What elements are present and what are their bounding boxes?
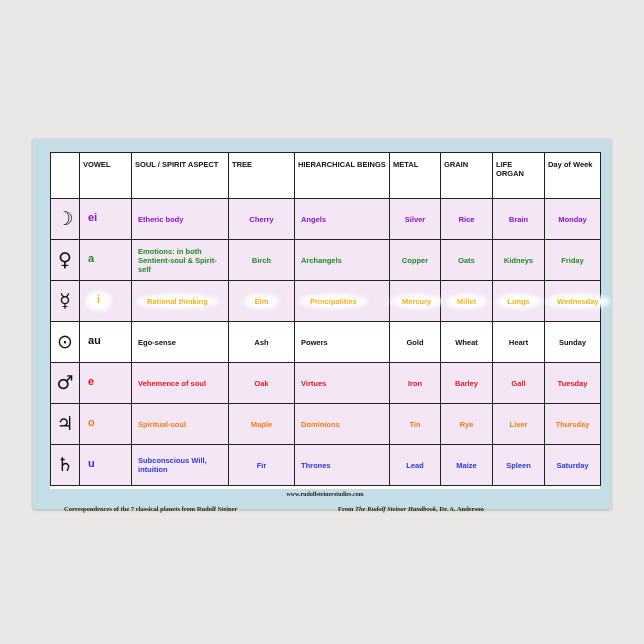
footer-source-book: The Rudolf Steiner Handbook (355, 506, 437, 513)
day-cell-text: Wednesday (548, 296, 608, 307)
aspect-cell (132, 363, 229, 404)
tree-cell (229, 199, 295, 240)
table-row (51, 199, 601, 240)
tree-cell-text: Elm (246, 296, 278, 307)
beings-cell-text: Principalities (301, 296, 366, 307)
grain-cell (441, 199, 493, 240)
tree-cell (229, 363, 295, 404)
organ-cell (493, 199, 545, 240)
header-row (51, 153, 601, 199)
planet-symbol-icon (51, 281, 80, 322)
table-row (51, 322, 601, 363)
grain-cell-text: Oats (458, 255, 475, 265)
vowel-cell-text: ei (88, 212, 98, 225)
metal-cell-text: Gold (406, 337, 424, 347)
metal-cell (390, 281, 441, 322)
planet-symbol-icon (51, 363, 80, 404)
vowel-cell-text: o (88, 417, 95, 430)
day-cell-text: Saturday (556, 460, 589, 470)
vowel-cell (80, 281, 132, 322)
metal-cell (390, 240, 441, 281)
organ-cell-text: Heart (508, 337, 529, 347)
day-cell (545, 404, 601, 445)
header-vowel: VOWEL (80, 153, 132, 199)
tree-cell (229, 322, 295, 363)
metal-cell-text: Silver (404, 214, 426, 224)
metal-cell-text: Iron (407, 378, 423, 388)
planet-symbol-icon (51, 322, 80, 363)
grain-cell (441, 281, 493, 322)
planet-symbol-icon-text: ♃ (56, 412, 74, 435)
planet-symbol-icon (51, 199, 80, 240)
organ-cell-text: Brain (508, 214, 529, 224)
aspect-cell (132, 281, 229, 322)
grain-cell-text: Wheat (455, 337, 478, 347)
beings-cell-text: Angels (301, 214, 327, 224)
planet-symbol-icon-text: ♂ (56, 371, 74, 394)
grain-cell-text: Rice (458, 214, 475, 224)
beings-cell-text: Virtues (301, 378, 327, 388)
table-row (51, 445, 601, 486)
vowel-cell (80, 445, 132, 486)
day-cell (545, 240, 601, 281)
beings-cell (295, 363, 390, 404)
grain-cell (441, 445, 493, 486)
tree-cell (229, 240, 295, 281)
footer-url: www.rudolfsteinerstudies.com (286, 492, 364, 498)
vowel-cell (80, 363, 132, 404)
header-metal: METAL (390, 153, 441, 199)
beings-cell (295, 199, 390, 240)
beings-cell-text: Thrones (301, 460, 331, 470)
organ-cell-text: Gall (511, 378, 526, 388)
footer-source-prefix: From (338, 506, 356, 513)
aspect-cell (132, 404, 229, 445)
organ-cell-text: Spleen (506, 460, 531, 470)
table-row (51, 281, 601, 322)
aspect-cell (132, 445, 229, 486)
correspondence-table (50, 152, 601, 486)
day-cell (545, 363, 601, 404)
aspect-cell (132, 240, 229, 281)
tree-cell-text: Fir (256, 460, 267, 470)
vowel-cell-text: i (88, 293, 109, 308)
aspect-cell-text: Etheric body (138, 214, 184, 224)
aspect-cell (132, 322, 229, 363)
grain-cell (441, 240, 493, 281)
grain-cell-text: Barley (455, 378, 478, 388)
organ-cell (493, 445, 545, 486)
aspect-cell-text: Subconscious Will, intuition (138, 456, 207, 474)
header-aspect: SOUL / SPIRIT ASPECT (132, 153, 229, 199)
header-grain: GRAIN (441, 153, 493, 199)
vowel-cell-text: u (88, 458, 95, 471)
day-cell (545, 322, 601, 363)
tree-cell (229, 281, 295, 322)
metal-cell (390, 199, 441, 240)
table-row (51, 363, 601, 404)
tree-cell (229, 445, 295, 486)
vowel-cell-text: au (88, 335, 101, 348)
organ-cell (493, 363, 545, 404)
grain-cell-text: Maize (456, 460, 477, 470)
vowel-cell (80, 199, 132, 240)
footer-source (338, 506, 484, 513)
metal-cell (390, 363, 441, 404)
beings-cell (295, 322, 390, 363)
vowel-cell (80, 322, 132, 363)
tree-cell-text: Maple (250, 419, 273, 429)
tree-cell (229, 404, 295, 445)
vowel-cell-text: a (88, 253, 95, 266)
organ-cell-text: Liver (509, 419, 528, 429)
beings-cell (295, 240, 390, 281)
planet-symbol-icon-text: ☽ (56, 207, 74, 230)
day-cell (545, 199, 601, 240)
beings-cell (295, 445, 390, 486)
day-cell (545, 445, 601, 486)
day-cell (545, 281, 601, 322)
tree-cell-text: Oak (254, 378, 269, 388)
organ-cell (493, 322, 545, 363)
poster (33, 139, 611, 513)
metal-cell-text: Lead (406, 460, 424, 470)
tree-cell-text: Cherry (249, 214, 274, 224)
footer-source-suffix: , Dr. A. Anderson (436, 506, 484, 513)
grain-cell-text: Millet (448, 296, 485, 307)
footer-caption: Correspondences of the 7 classical planets from Rudolf Steiner (64, 506, 238, 513)
grain-cell (441, 322, 493, 363)
vowel-cell (80, 404, 132, 445)
table-row (51, 404, 601, 445)
grain-cell (441, 363, 493, 404)
organ-cell (493, 404, 545, 445)
aspect-cell-text: Spiritual-soul (138, 419, 186, 429)
aspect-cell-text: Rational thinking (138, 296, 217, 307)
aspect-cell-text: Vehemence of soul (138, 378, 206, 388)
metal-cell-text: Mercury (393, 296, 440, 307)
chart-sheet (50, 152, 600, 513)
tree-cell-text: Birch (251, 255, 272, 265)
table-row (51, 240, 601, 281)
header-symbol (51, 153, 80, 199)
beings-cell (295, 281, 390, 322)
grain-cell (441, 404, 493, 445)
metal-cell (390, 445, 441, 486)
beings-cell (295, 404, 390, 445)
planet-symbol-icon-text: ♀ (58, 248, 72, 271)
metal-cell-text: Tin (409, 419, 421, 429)
metal-cell (390, 404, 441, 445)
day-cell-text: Tuesday (557, 378, 588, 388)
header-beings: HIERARCHICAL BEINGS (295, 153, 390, 199)
day-cell-text: Thursday (555, 419, 590, 429)
day-cell-text: Monday (558, 214, 587, 224)
planet-symbol-icon (51, 404, 80, 445)
planet-symbol-icon-text: ♄ (56, 453, 74, 476)
beings-cell-text: Powers (301, 337, 328, 347)
aspect-cell-text: Emotions: in both Sentient-soul & Spirit-self (138, 246, 217, 274)
vowel-cell (80, 240, 132, 281)
planet-symbol-icon-text: ⊙ (57, 330, 73, 353)
aspect-cell-text: Ego-sense (138, 337, 176, 347)
organ-cell (493, 240, 545, 281)
planet-symbol-icon (51, 240, 80, 281)
organ-cell-text: Lungs (498, 296, 539, 307)
header-tree: TREE (229, 153, 295, 199)
beings-cell-text: Dominions (301, 419, 340, 429)
vowel-cell-text: e (88, 376, 95, 389)
header-day: Day of Week (545, 153, 601, 199)
metal-cell-text: Copper (401, 255, 429, 265)
planet-symbol-icon (51, 445, 80, 486)
grain-cell-text: Rye (459, 419, 474, 429)
tree-cell-text: Ash (254, 337, 269, 347)
organ-cell-text: Kidneys (503, 255, 534, 265)
organ-cell (493, 281, 545, 322)
planet-symbol-icon-text: ☿ (59, 289, 71, 312)
metal-cell (390, 322, 441, 363)
day-cell-text: Friday (561, 255, 584, 265)
header-organ: LIFE ORGAN (493, 153, 545, 199)
day-cell-text: Sunday (558, 337, 587, 347)
aspect-cell (132, 199, 229, 240)
beings-cell-text: Archangels (301, 255, 342, 265)
